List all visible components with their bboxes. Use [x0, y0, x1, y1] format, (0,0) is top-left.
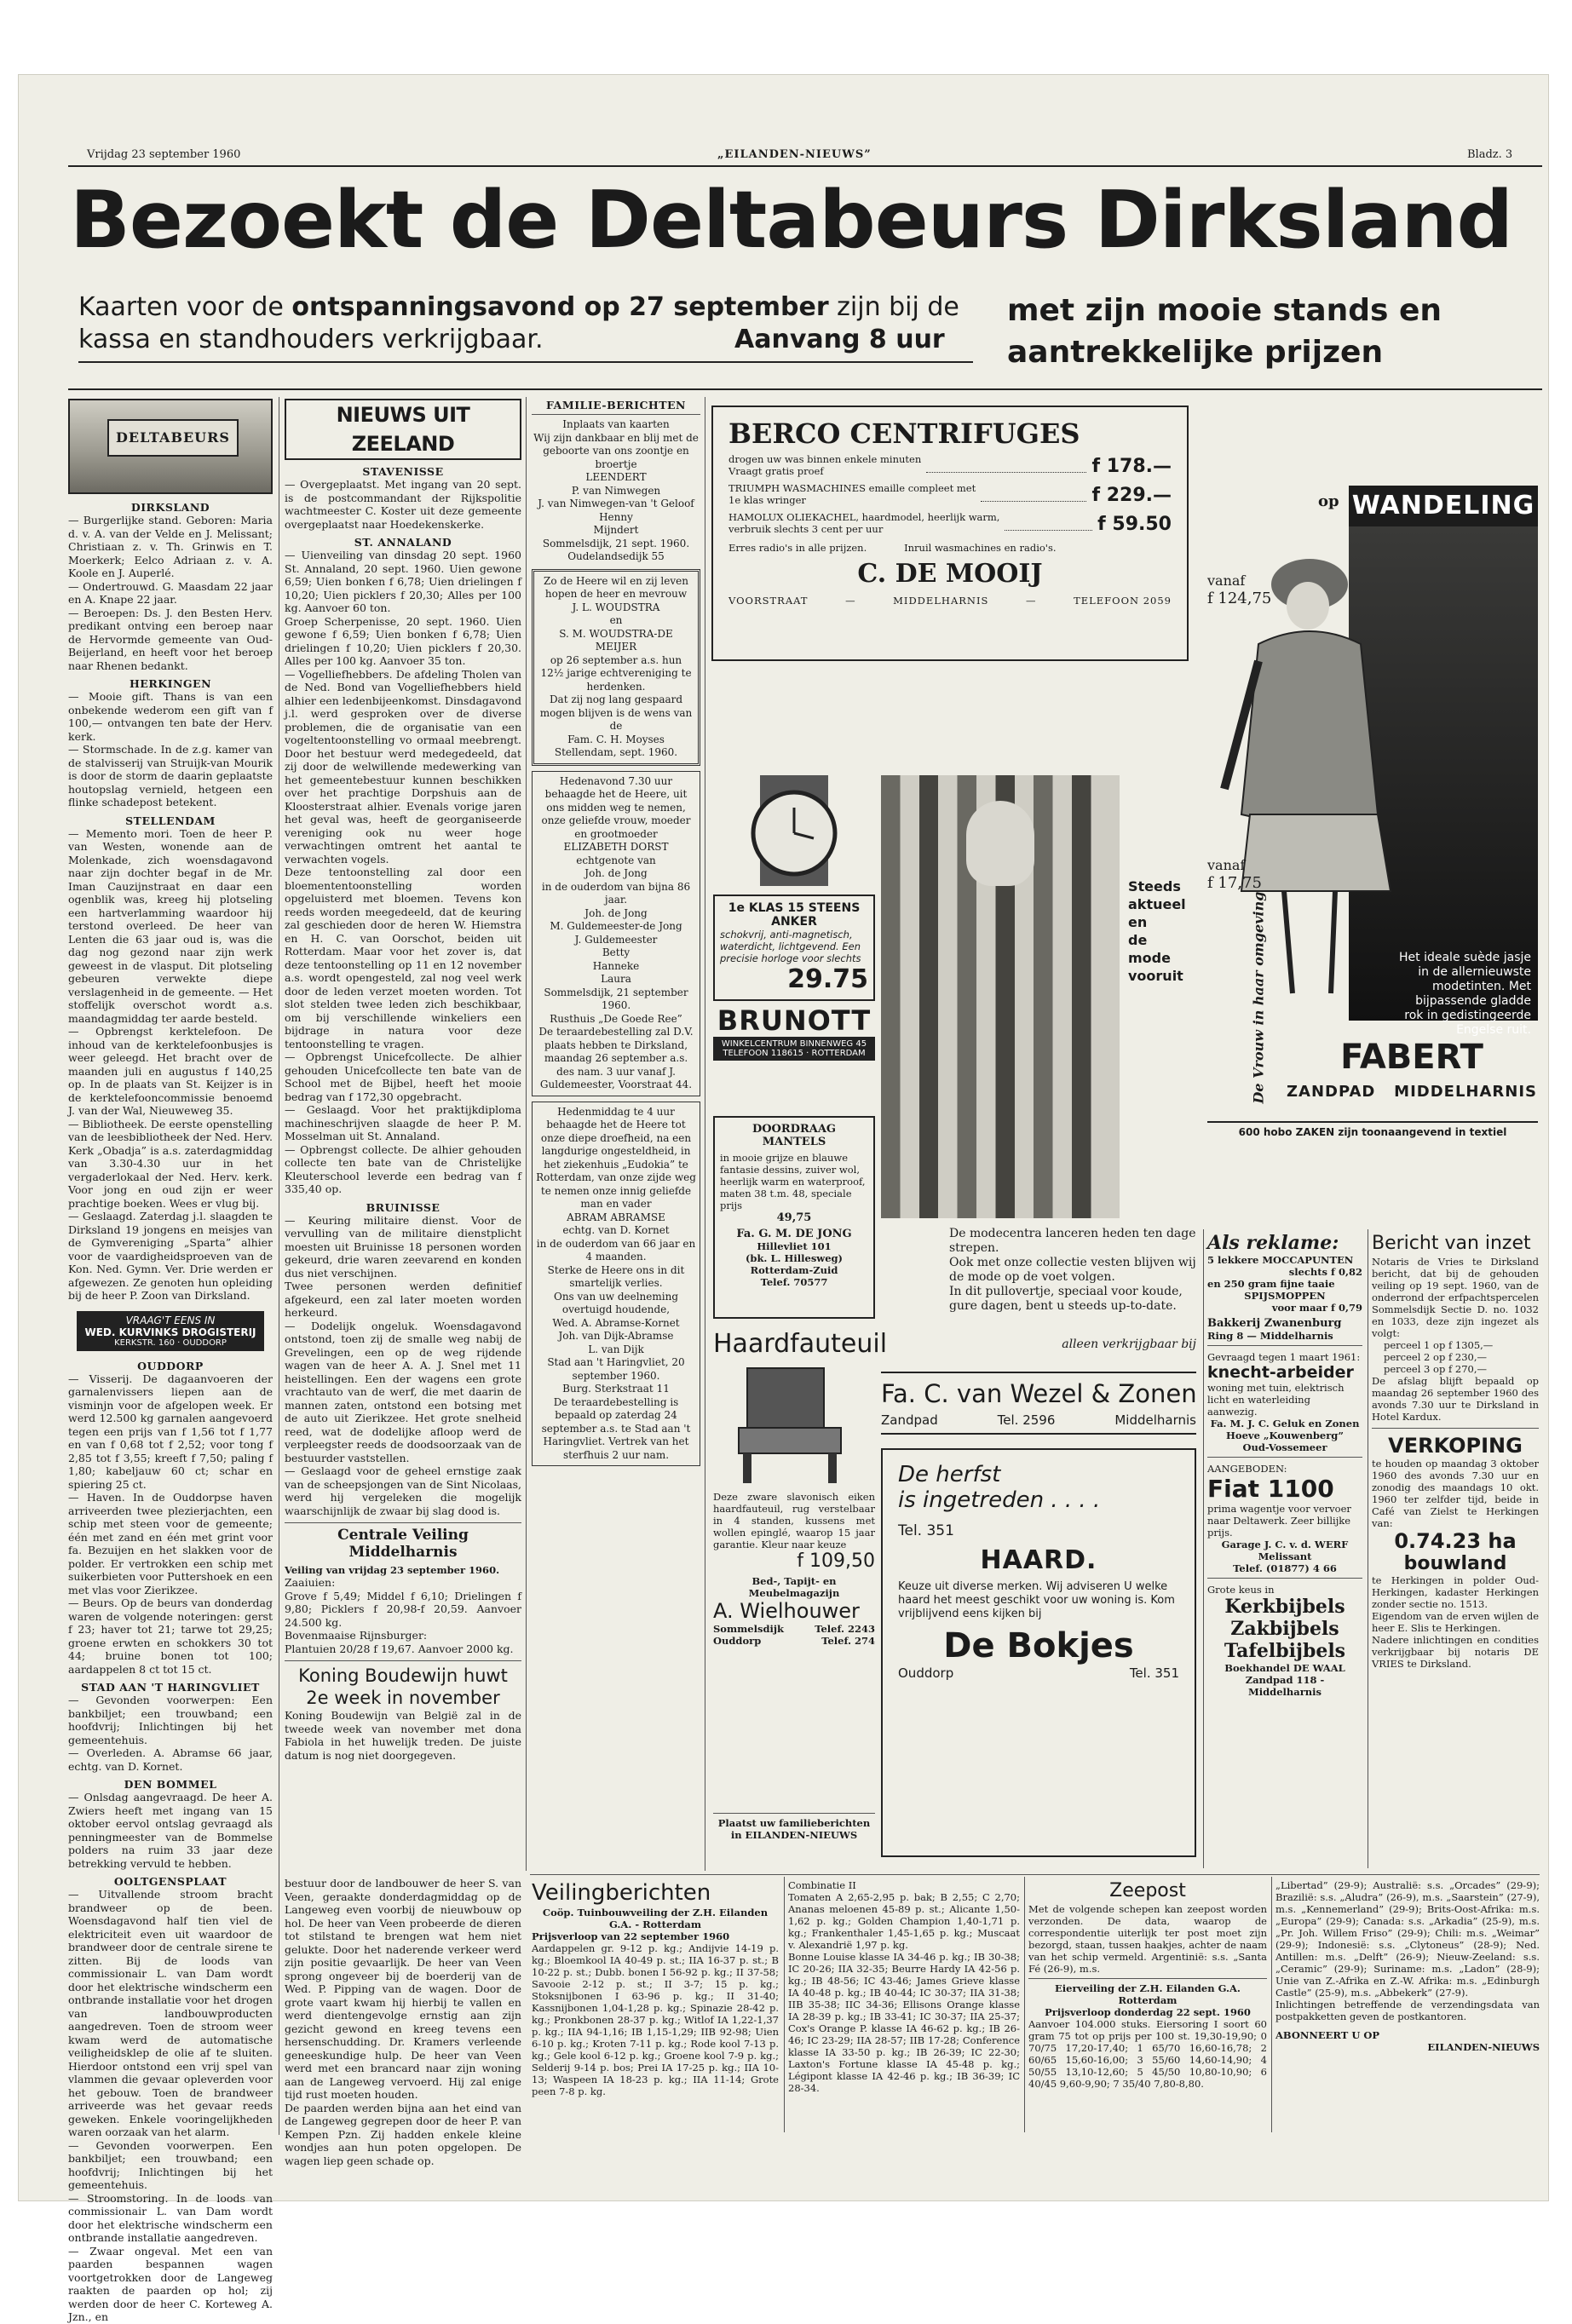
section-heading: HERKINGEN [130, 677, 211, 690]
doordraag-ad [713, 1116, 875, 1319]
kurvink-ad [77, 1311, 264, 1351]
knecht-title: knecht-arbeider [1207, 1363, 1354, 1382]
article-text: bestuur door de landbouwer de heer S. van Veen, geraakte donderdagmiddag op de Langeweg even voorbij de nieuwbouw op hol. De heer van Veen probeerde de dieren tot stilstand te brengen wat hem niet gelukte. Door het naderende verkeer werd zijn positie gevaarlijk. De heer van Veen sprong ongeveer bij de boerderij van de Wed. P. Pipping van de wagen. Door de grote vaart kwam hij hierbij te vallen en werd dientengevolge ernstig aan zijn gezicht gewond en kreeg tevens een hersenschudding. Dr. Kramers verleende geneeskundige hulp. De heer van Veen werd met een brancard naar zijn woning aan de Langeweg vervoerd. Hij zal enige tijd rust moeten houden. De paarden werden bijna aan het eind van de Langeweg gegrepen door de heer P. van Kempen Pzn. Zij hadden enkele kleine wondjes aan hun poten opgelopen. De wagen liep geen schade op. [285, 1877, 521, 2167]
column-rule [526, 397, 527, 1871]
masthead-date: Vrijdag 23 september 1960 [87, 148, 241, 161]
inzet-lot-1: perceel 1 op f 1305,— [1384, 1339, 1494, 1351]
haard-tel-1: Telef. 2243 [815, 1623, 875, 1635]
haard-town-2: Ouddorp [713, 1635, 762, 1647]
slogan-3: en [1128, 914, 1148, 930]
fabert-price-2: f 17,75 [1207, 874, 1262, 892]
masthead-rule [68, 165, 1542, 167]
fabert-ad [1199, 406, 1540, 1223]
article-text: — Uienveiling van dinsdag 20 sept. 1960 St. Annaland, 20 sept. 1960. Uien gewone 6,59; Uien bonken f 6,78; Uien drielingen f 10,20; Uien picklers f 20,30; Alles per 100 kg. Aanvoer 60 ton. Groep Scherpenisse, 20 sept. 1960. Uien gewone f 6,59; Uien bonken f 6,78; Uien drielingen f 10,20; Uien picklers f 20,30. Alles per 100 kg. Aanvoer 35 ton. — Vogelliefhebbers. De afdeling Tholen van de Ned. Bond van Vogelliefhebbers hield alhier een ledenbijeenkomst. Dinsdagavond j.l. werd gesproken over de diverse problemen, die de organisatie van een vogeltentoonstelling vo ormaal meebrengt. Door het bestuur werd medegedeeld, dat zij door de welwillende medewerking van het gemeentebestuur kunnen beschikken over het prachtige Dorpshuis aan de Kloosterstraat alhier. Evenals vorige jaren het geval was, heeft de georganiseerde vereniging ook nu weer hoge verwachtingen omtrent het aantal te verwachten vogels. Deze tentoonstelling zal door een bloemententoonstelling worden opgeluisterd met bloemen. Tevens kon reeds worden meegedeeld, dat de keuring zal geschieden door de heren W. Hiemstra en H. C. van Oorschot, beiden uit Rotterdam. Maar voor het zover is, dat deze tentoonstelling op 11 en 12 november a.s. wordt opengesteld, zal nog veel werk door de leden verzet moeten worden. Tot slot stelden twee leden zich beschikbaar, om bij verschillende winkeliers een bijdrage in natura voor deze tentoonstelling te vragen. — Opbrengst Unicefcollecte. De alhier gehouden Unicefcollecte ten bate van de School met de Bijbel, heeft het mooie bedrag van f 172,30 opgebracht. — Geslaagd. Voor het praktijkdiploma machineschrijven slaagde de heer P. M. Mosselman uit St. Annaland. — Opbrengst collecte. De alhier gehouden collecte ten bate van de Christelijke Kleuterschool leverde een bedrag van f 335,40 op. [285, 549, 521, 1195]
family-title: FAMILIE-BERICHTEN [532, 399, 700, 415]
king-headline-2: 2e week in november [306, 1688, 500, 1708]
section-heading: ST. ANNALAND [354, 536, 452, 549]
masthead-page: Bladz. 3 [1467, 148, 1513, 161]
reklame-line3-price: voor maar f 0,79 [1271, 1302, 1362, 1314]
inzet-body: Notaris de Vries te Dirksland bericht, dat bij de gehouden veiling op 19 sept. 1960, van de onderrond der erfpachtspercelen Sommelsdijk Sectie D. no. 1032 en 1033, deze zijn ingezet als volgt: [1372, 1256, 1539, 1339]
verkoping-kind: bouwland [1403, 1553, 1507, 1574]
berco-shop: C. DE MOOIJ [857, 559, 1043, 589]
doordraag-desc: in mooie grijze en blauwe fantasie dessins, zuiver wol, heerlijk warm en waterproof, maten 38 t.m. 48, speciale prijs [720, 1152, 866, 1211]
family-notice-birth: Inplaats van kaarten Wij zijn dankbaar en blij met de geboorte van ons zoontje en broertje LEENDERT P. van Nimwegen J. van Nimwegen-van 't Geloof Henny Mijndert Sommelsdijk, 21 sept. 1960. Oudelandsedijk 55 [533, 418, 699, 562]
column-local-news [68, 399, 273, 2323]
brunott-line1: 1e KLAS 15 STEENS [728, 901, 861, 915]
deltabeurs-logo [68, 399, 273, 494]
berco-row2-a: TRIUMPH WASMACHINES emaille compleet met [728, 482, 976, 494]
bokjes-headline-2: is ingetreden . . . . [898, 1487, 1101, 1513]
column-rule [1271, 1877, 1272, 2132]
reklame-line1-price: slechts f 0,82 [1288, 1266, 1362, 1278]
eier-prices: Aanvoer 104.000 stuks. Eiersoring I soort 60 gram 75 tot op prijs per 100 st. 19,30-19,90; 0 70/75 17,20-17,40; 1 65/70 16,60-16,78; 2 60/65 15,60-16,00; 3 55/60 14,60-14,90; 4 50/55 13,10-12,60; 5 45/50 10,80-10,90; 6 40/45 9,60-9,90; 7 35/40 7,80-8,80. [1028, 2018, 1267, 2090]
inzet-end: De afslag blijft bepaald op maandag 26 september 1960 des avonds 7.30 uur te Dirksland in Hotel Kardux. [1372, 1375, 1539, 1429]
veiling-title: Veilingberichten [532, 1880, 711, 1906]
family-notice-death-1: Hedenavond 7.30 uur behaagde het de Heere, uit ons midden weg te nemen, onze geliefde vrouw, moeder en grootmoeder ELIZABETH DORST echtgenote van Joh. de Jong in de ouderdom van bijna 86 jaar. Joh. de Jong M. Guldemeester-de Jong J. Guldemeester Betty Hanneke Laura Sommelsdijk, 21 september 1960. Rusthuis „De Goede Ree” De teraardebestelling zal D.V. plaats hebben te Dirksland, maandag 26 september a.s. des nam. 3 uur vanaf J. Guldemeester, Voorstraat 44. [532, 771, 700, 1096]
fiat-tel: Telef. (01877) 4 66 [1207, 1562, 1362, 1579]
section-heading: OOLTGENSPLAAT [113, 1875, 227, 1888]
familie-footer-promo: Plaatst uw familieberichten in EILANDEN-NIEUWS [713, 1813, 875, 1841]
banner-line1-a: Kaarten voor de [78, 292, 292, 322]
veiling-date-line: Prijsverloop van 22 september 1960 [532, 1930, 730, 1942]
eier-title: Eierveiling der Z.H. Eilanden G.A. Rotterdam [1028, 1978, 1267, 2006]
zeepost-body: Met de volgende schepen kan zeepost worden verzonden. De data, waarop de correspondentie uiterlijk ter post moet zijn bezorgd, staan, tussen haakjes, achter de naam van het schip vermeld. Argentinië: s.s. „Santa Fé (26-9), m.s. [1028, 1903, 1267, 1975]
veiling-date: Veiling van vrijdag 23 september 1960. [285, 1564, 500, 1576]
van-wezel-slogan [1128, 877, 1186, 985]
reklame-line2: en 250 gram fijne taaie [1207, 1278, 1335, 1290]
schepen-list [1275, 1879, 1540, 2131]
knecht-intro: Gevraagd tegen 1 maart 1961: [1207, 1351, 1361, 1363]
berco-row3-a: HAMOLUX OLIEKACHEL, haardmodel, heerlijk warm, [728, 511, 1000, 523]
banner-line2: kassa en standhouders verkrijgbaar. [78, 325, 544, 354]
abonneer-2: EILANDEN-NIEUWS [1427, 2041, 1540, 2053]
brunott-ad [713, 775, 875, 1107]
berco-row3-b: verbruik slechts 3 cent per uur [728, 523, 884, 535]
section-heading: DIRKSLAND [130, 501, 210, 514]
brunott-line2: ANKER [771, 915, 817, 929]
slogan-1: Steeds [1128, 878, 1181, 895]
haardfauteuil-ad [713, 1329, 888, 1746]
article-text: — Gevonden voorwerpen. Een bankbiljet; een trouwband; een hoofdvrij; Inlichtingen bij het gemeentehuis. — Stroomstoring. In de loods van commissionair L. van Dam wordt door het elektrische windscherm een ontbrande installatie aangedreven. — Zwaar ongeval. Met een van paarden bespannen wagen voortgetrokken door de Langeweg raakten de paarden op hol; zij werden door de heer C. Korteweg A. Jzn., en [68, 2138, 273, 2323]
article-text: — Memento mori. Toen de heer P. van Westen, wonende aan de Molenkade, zich woensdagavond naar zijn dochter begaf in de Mr. Iman Cauzijnstraat en daar een ogenblik was, kreeg hij plotseling een hartverlamming waardoor hij terstond overleed. De heer van Lenten die 63 jaar oud is, was die dag nog gezond naar zijn werk geweest in de vlasput. Dit plotseling gebeuren verwekte diepe verslagenheid in de gemeente. — Het stoffelijk overschot wordt a.s. maandagmiddag ter aarde besteld. — Opbrengst kerktelefoon. De inhoud van de kerktelefoonbusjes is weer geleegd. Het bracht over de maanden juli en augustus f 140,25 op. In de plaats van St. Keijzer is in de kerktelefooncommissie benoemd J. van der Wal, Nieuweweg 35. — Bibliotheek. De eerste openstelling van de leesbibliotheek der Ned. Herv. Kerk „Obadja” is a.s. zaterdagmiddag van 3.30-4.30 uur in het vergaderlokaal der Ned. Herv. kerk. Voor jong en oud zijn er weer prachtige boeken. Wees er vlug bij. — Geslaagd. Zaterdag j.l. slaagden te Dirksland 19 jongens en meisjes van de Gymvereniging „Sparta” alhier voor de vaardigheidsproeven van de Kon. Ned. Gymn. Ver. Drie werden er afgewezen. Ze genoten hun opleiding bij de heer P. Zoon van Dirksland. [68, 826, 273, 1302]
reklame-address: Ring 8 — Middelharnis [1207, 1330, 1362, 1346]
brunott-brand: BRUNOTT [717, 1004, 872, 1037]
combinatie-heading: Combinatie II [788, 1879, 856, 1891]
berco-addr-street: VOORSTRAAT [728, 595, 809, 607]
section-heading: OUDDORP [137, 1359, 204, 1372]
abonneer-1: ABONNEERT U OP [1275, 2029, 1380, 2041]
berco-ad: BERCO CENTRIFUGES drogen uw was binnen enkele minuten Vraagt gratis proef f 178.— TRIUMPH WASMACHINES emaille compleet met 1e klas wringer f 229.— HAMOLUX OLIEKACHEL, haardmodel, heerlijk warm, verbruik slechts 3 cent per uur f 59.50 Erres radio's in alle prijzen. Inruil wasmachines en radio's. C. DE MOOIJ VOORSTRAAT — MIDDELHARNIS — TELEFOON 2059 [711, 406, 1189, 661]
zeeland-title: NIEUWS UIT ZEELAND [285, 399, 521, 460]
fabert-price-1: f 124,75 [1207, 590, 1272, 607]
veiling-berichten [532, 1879, 779, 2131]
fiat-intro: AANGEBODEN: [1207, 1463, 1287, 1475]
masthead-paper: „EILANDEN-NIEUWS” [717, 148, 872, 161]
fabert-name: FABERT [1340, 1038, 1483, 1077]
bokjes-body: Tel. 351 [898, 1522, 954, 1539]
article-text: — Visserij. De dagaanvoeren der garnalenvissers liepen aan de visminjn voor de afgelopen week. Er werd 12.500 kg garnalen aangevoerd tegen een prijs van f 1,56 tot f 1,77 en van f 0,68 tot f 2,52; voor tong f 2,85 tot f 3,55; kreeft f 7,50; paling f 1,80; kabeljauw 60 ct; schar en spiering 25 ct. — Haven. In de Ouddorpse haven arriveerden twee plezierjachten, een schip met steen voor de gemeente; één met zand en één met grint voor fa. Bezuijen en het slakken voor de polder. Er vertrokken een schip met suikerbieten voor Puttershoek en een met vlas voor Zierikzee. — Beurs. Op de beurs van donderdag waren de volgende noteringen: gerst f 23; haver tot 21; tarwe tot 29,25; groene erwten en schokkers 30 tot 44; bruine bonen tot 100; aardappelen 8 ct tot 15 ct. [68, 1372, 273, 1676]
column-rule [1203, 1229, 1204, 1868]
haard-shop: A. Wielhouwer [713, 1599, 860, 1623]
watch-image [713, 775, 875, 886]
berco-row1-b: Vraagt gratis proef [728, 465, 824, 477]
doordraag-shop: Fa. G. M. DE JONG [736, 1228, 852, 1240]
column-rule [784, 1877, 785, 2132]
haard-price: f 109,50 [797, 1550, 875, 1572]
berco-row2-b: 1e klas wringer [728, 494, 806, 506]
article-text: — Keuring militaire dienst. Voor de vervulling van de militaire dienstplicht moesten uit Bruinisse 18 personen worden gekeurd, drie waren zeevarend en konden dus niet verschijnen. Twee personen werden definitief afgekeurd, een zal later moeten worden herkeurd. — Dodelijk ongeluk. Woensdagavond ontstond, toen zij de smalle weg nabij de Grevelingen, een op de weg rijdende wagen van de heer A. A. J. Snel met 11 heistellingen. Een der wagens een grote vrachtauto van de werf, die met daarin de mannen zaten, ontstond een botsing met de auto uit Zierikzee. Het grote snelheid reed, wat de dodelijke afloop werd de verpleegster reeds de doodsoorzaak van de bestuurder vaststellen. — Geslaagd voor de geheel ernstige zaak van de scheepsjongen van de Sint Nicolaas, werd hij vergeleken die mogelijk waarschijnlijk de zwaar bij slag dood is. [285, 1213, 521, 1517]
fiat-place: Melissant [1258, 1550, 1312, 1562]
slogan-2: aktueel [1128, 896, 1186, 912]
berco-price-3: f 59.50 [1097, 514, 1172, 535]
article-text: — Gevonden voorwerpen: Een bankbiljet; een trouwband; een hoofdvrij; Inlichtingen bij het gemeentehuis. — Overleden. A. Abramse 66 jaar, echtg. van D. Kornet. [68, 1694, 273, 1773]
bokjes-tel: Tel. 351 [1129, 1665, 1179, 1681]
banner-line1-b: ontspanningsavond op 27 september [291, 292, 829, 322]
inzet-title: Bericht van inzet [1372, 1233, 1531, 1254]
family-notice-anniversary: Zo de Heere wil en zij leven hopen de heer en mevrouw J. L. WOUDSTRA en S. M. WOUDSTRA-DE MEIJER op 26 september a.s. hun 12½ jarige echtvereniging te herdenken. Dat zij nog lang gespaard mogen blijven is de wens van de Fam. C. H. Moyses Stellendam, sept. 1960. [532, 569, 700, 766]
fabert-side-slogan: De Vrouw in haar omgeving [1250, 891, 1267, 1104]
schepen-body: „Libertad” (29-9); Australië: s.s. „Orcades” (29-9); Brazilië: s.s. „Aludra” (26-9), m.s. „Saarstein” (27-9), m.s. „Kennemerland” (29-9); Brits-Oost-Afrika: m.s. „Europa” (29-9); Canada: s.s. „Arkadia” (25-9), m.s. „Pr. Joh. Willem Friso” (29-9); Chili: m.s. „Weimar” (29-9); Indonesië: s.s. „Clytoneus” (28-9); Ned. Antillen: m.s. „Delft” (26-9); Nieuw-Zeeland: s.s. „Ceramic” (29-9); Suriname: m.s. „Ladon” (28-9); Unie van Z.-Afrika en Z.-W. Afrika: m.s. „Edinburgh Castle” (25-9), m.s. „Abbekerk” (27-9). Inlichtingen betreffende de verzendingsdata van postpakketten geven de postkantoren. [1275, 1879, 1540, 2022]
reklame-title: Als reklame: [1207, 1232, 1339, 1254]
section-heading: STAD AAN 'T HARINGVLIET [81, 1681, 260, 1694]
kerk-intro: Grote keus in [1207, 1584, 1275, 1596]
bottom-rule [530, 1874, 1540, 1875]
logo-label: DELTABEURS [107, 419, 239, 457]
bokjes-haard: HAARD. [980, 1545, 1097, 1575]
knecht-address: Hoeve „Kouwenberg” Oud-Vossemeer [1207, 1429, 1362, 1458]
eier-date: Prijsverloop donderdag 22 sept. 1960 [1045, 2006, 1251, 2018]
haard-desc: Deze zware slavonisch eiken haardfauteuil, rug verstelbaar in 4 standen, kussens met wollen epinglé, waarop 15 jaar garantie. Kleur naar keuze [713, 1491, 875, 1550]
kerk-line1: Kerkbijbels [1224, 1596, 1345, 1618]
article-text: — Onlsdag aangevraagd. De heer A. Zwiers heeft met ingang van 15 oktober eervol ontslag gevraagd als penningmeester van de Bommelse polders na ruim 33 jaar deze betrekking vervuld te hebben. [68, 1791, 273, 1870]
newspaper-page [19, 75, 1548, 2323]
section-heading: STAVENISSE [362, 465, 444, 478]
article-text: — Uitvallende stroom bracht brandweer op de been. Woensdagavond half tien viel de elektriciteit even uit waardoor de brandweer door de centrale sirene te zitten. Bij de loods van commissionair L. van Dam wordt door het elektrische windscherm een ontbrande installatie voor het drogen van landbouwproducten aangedreven. Toen de stroom weer kwam werd de automatische veiligheidsklep de olie af te sluiten. Hierdoor ontstond een vrij spel van vlammen die gevaar opleverden voor het gebouw. Toen de brandweer arriveerde was het gevaar reeds geweken. Enkele vooringelijkheden waren oorzaak van het alarm. [68, 1888, 273, 2138]
section-heading: BRUINISSE [366, 1200, 441, 1214]
bokjes-town: Ouddorp [898, 1665, 954, 1681]
haard-town-1: Sommelsdijk [713, 1623, 785, 1635]
inzet-lot-2: perceel 2 op f 230,— [1384, 1351, 1487, 1363]
slogan-4: de [1128, 932, 1148, 948]
van-wezel-caption: De modecentra lanceren heden ten dage strepen. Ook met onze collectie vesten blijven wij de mode op de voet volgen. In dit pullovertje, speciaal voor koude, gure dagen, bent u steeds up-to-date. [949, 1227, 1196, 1313]
kurvink-ad-line2: WED. KURVINKS DROGISTERIJ [84, 1326, 256, 1338]
berco-price-1: f 178.— [1091, 456, 1172, 477]
verkoping-body-2: te Herkingen in polder Oud-Herkingen, kadaster Herkingen zonder sectie no. 1513. Eigendom van de erven wijlen de heer E. Slis te Herkingen. Nadere inlichtingen en condities verkrijgbaar bij notaris DE VRIES te Dirksland. [1372, 1574, 1539, 1670]
veiling-combinatie [788, 1879, 1020, 2131]
knecht-desc: woning met tuin, elektrisch licht en waterleiding aanwezig. [1207, 1382, 1345, 1418]
armchair-image [713, 1360, 875, 1487]
berco-radio-line: Erres radio's in alle prijzen. Inruil wasmachines en radio's. [728, 542, 1057, 554]
fiat-title: Fiat 1100 [1207, 1475, 1334, 1503]
fabert-blurb: Het ideale suède jasje in de allernieuwste modetinten. Met bijpassende gladde rok in gedistingeerde Engelse ruit. [1399, 951, 1531, 1037]
van-wezel-address [881, 1412, 1196, 1435]
king-article: Koning Boudewijn van België zal in de tweede week van november met dona Fabiola in het huwelijk treden. De juiste datum is nog niet doorgegeven. [285, 1709, 521, 1762]
section-heading: DEN BOMMEL [124, 1778, 217, 1791]
doordraag-title: DOORDRAAG MANTELS [751, 1123, 837, 1148]
van-wezel-tel: Tel. 2596 [997, 1412, 1056, 1428]
fabert-price-1-from: vanaf [1207, 572, 1246, 589]
doordraag-address: Hillevliet 101 (bk. L. Hillesweg) Rotterdam-Zuid Telef. 70577 [745, 1240, 843, 1288]
kerk-address: Zandpad 118 - Middelharnis [1245, 1674, 1325, 1698]
brunott-desc: schokvrij, anti-magnetisch, waterdicht, lichtgevend. Een precisie horloge voor slechts [720, 929, 861, 964]
reklame-line1: 5 lekkere MOCCAPUNTEN [1207, 1254, 1354, 1266]
van-wezel-only: alleen verkrijgbaar bij [1062, 1337, 1196, 1351]
article-text: — Mooie gift. Thans is van een onbekende wederom een gift van f 100,— ontvangen ten bate der Herv. kerk. — Stormschade. In de z.g. kamer van de stalvisserij van Struijk-van Mourik is door de storm de daarin geplaatste houtopslag vernield, hetgeen een flinke schadepost betekent. [68, 690, 273, 808]
inzet-lot-3: perceel 3 op f 270,— [1384, 1363, 1487, 1375]
berco-price-2: f 229.— [1091, 485, 1172, 506]
kerk-shop: Boekhandel DE WAAL [1224, 1662, 1345, 1674]
haard-title: Haardfauteuil [713, 1329, 888, 1359]
brunott-price: 29.75 [787, 964, 868, 994]
veiling-prices-1: Aardappelen gr. 9-12 p. kg.; Andijvie 14-19 p. kg.; Bloemkool IA 40-49 p. st.; IIA 16-37 p. st.; B 10-22 p. st.; Dubb. bonen I 56-92 p. kg.; II 37-58; Savooie 2-12 p. st.; II 3-7; 15 p. kg.; Stoksnijbonen I 63-96 p. kg.; II 31-40; Kassnijbonen 1,04-1,28 p. kg.; Spinazie 28-42 p. kg.; Pronkbonen 28-37 p. kg.; Witlof IA 1,22-1,37 p. kg.; IIA 94-1,16; IB 1,15-1,29; IIB 92-98; Uien 6-10 p. kg.; Kroten 7-11 p. kg.; Rode kool 7-13 p. kg.; Gele kool 6-12 p. kg.; Groene kool 7-9 p. kg.; Selderij 9-14 p. bos; Prei IA 17-25 p. kg.; IIA 10-13; Waspeen IA 18-23 p. kg.; IIA 11-14; Grote peen 7-8 p. kg. [532, 1942, 779, 2097]
haard-category: Bed-, Tapijt- en Meubelmagazijn [748, 1575, 840, 1599]
family-notice-death-2: Hedenmiddag te 4 uur behaagde het de Heere tot onze diepe droefheid, na een langdurige ongesteldheid, in het ziekenhuis „Eudokia” te Rotterdam, van onze zijde weg te nemen onze innig geliefde man en vader ABRAM ABRAMSE echtg. van D. Kornet in de ouderdom van 66 jaar en 4 maanden. Sterke de Heere ons in dit smartelijk verlies. Ons van uw deelneming overtuigd houdende, Wed. A. Abramse-Kornet Joh. van Dijk-Abramse L. van Dijk Stad aan 't Haringvliet, 20 september 1960. Burg. Sterkstraat 11 De teraardebestelling is bepaald op zaterdag 24 september a.s. te Stad aan 't Haringvliet. Vertrek van het sterfhuis 2 uur nam. [532, 1102, 700, 1467]
zeepost [1028, 1879, 1267, 2131]
banner-underline [78, 361, 973, 363]
fabert-walk-banner: WANDELING [1349, 486, 1538, 526]
veiling-prices: Zaaiuien: Grove f 5,49; Middel f 6,10; Drielingen f 9,80; Picklers f 20,98-f 20,59. Aanvoer 24.500 kg. Bovenmaaise Rijnsburger: Plantuien 20/28 f 19,67. Aanvoer 2000 kg. [285, 1576, 521, 1655]
verkoping-area: 0.74.23 ha [1394, 1529, 1517, 1553]
brunott-address: WINKELCENTRUM BINNENWEG 45 TELEFOON 118615 · ROTTERDAM [713, 1037, 875, 1061]
kurvink-ad-line1: VRAAG'T EENS IN [125, 1314, 216, 1326]
runaway-horses-article [285, 1877, 521, 2167]
verkoping-title: VERKOPING [1388, 1434, 1523, 1458]
article-text: — Overgeplaatst. Met ingang van 20 sept. is de postcommandant der Rijkspolitie wachtmeester C. Koster uit deze gemeente overgeplaatst naar Hoedekenskerke. [285, 478, 521, 531]
fiat-garage: Garage J. C. v. d. WERF [1221, 1539, 1349, 1550]
van-wezel-name: Fa. C. van Wezel & Zonen [881, 1372, 1196, 1409]
van-wezel-town: Middelharnis [1114, 1412, 1196, 1428]
knecht-employer: Fa. M. J. C. Geluk en Zonen [1210, 1418, 1360, 1429]
column-zeeland-news [285, 399, 521, 1864]
banner-start-time: Aanvang 8 uur [734, 325, 945, 354]
berco-row1-a: drogen uw was binnen enkele minuten [728, 453, 922, 465]
fiat-desc: prima wagentje voor vervoer naar Deltawerk. Zeer billijke prijs. [1207, 1503, 1351, 1539]
fabert-address: ZANDPAD MIDDELHARNIS [1286, 1083, 1538, 1101]
van-wezel-ad [881, 775, 1196, 1372]
article-text: — Burgerlijke stand. Geboren: Maria d. v. A. van der Velde en J. Melissant; Christiaan z. v. Th. Grinwis en T. Moerkerk; Eelco Adriaan z. v. A. Koole en J. Auperlé. — Ondertrouwd. G. Maasdam 22 jaar en A. Knape 22 jaar. — Beroepen: Ds. J. den Besten Herv. predikant ontving een beroep naar de Hervormde gemeente van Oud-Beijerland, en heeft voor het beroep naar Rhenen bedankt. [68, 514, 273, 672]
column-family-notices [532, 399, 700, 1872]
column-rule [1024, 1877, 1025, 2132]
slogan-5: mode [1128, 950, 1171, 966]
de-bokjes-ad [881, 1448, 1196, 1857]
veiling-middelharnis-title: Centrale Veiling Middelharnis [337, 1527, 469, 1561]
kerk-line2: Zakbijbels [1230, 1618, 1339, 1640]
berco-title: BERCO CENTRIFUGES [728, 417, 1080, 450]
banner-bottom-rule [68, 388, 1542, 390]
notary-column [1372, 1232, 1539, 1670]
van-wezel-street: Zandpad [881, 1412, 938, 1428]
berco-addr-phone: TELEFOON 2059 [1074, 595, 1172, 607]
verkoping-body-1: te houden op maandag 3 oktober 1960 des avonds 7.30 uur en zonodig des maandags 10 okt. 1960 ter zelfder tijd, beide in Café van Zielst te Herkingen van: [1372, 1458, 1539, 1529]
banner-line1-c: zijn bij de [828, 292, 959, 322]
veiling-subtitle: Coöp. Tuinbouwveiling der Z.H. Eilanden G.A. - Rotterdam [542, 1907, 769, 1930]
section-heading: STELLENDAM [125, 814, 216, 827]
banner-right-1: met zijn mooie stands en [1007, 293, 1442, 328]
banner-line1 [78, 292, 959, 323]
doordraag-price: 49,75 [776, 1211, 812, 1224]
reklame-line3: SPIJSMOPPEN [1244, 1290, 1326, 1302]
bokjes-name: De Bokjes [943, 1626, 1134, 1665]
fabert-footer: 600 hobo ZAKEN zijn toonaangevend in textiel [1207, 1121, 1538, 1138]
reklame-shop: Bakkerij Zwanenburg [1207, 1317, 1342, 1330]
bokjes-headline-1: De herfst [898, 1462, 1001, 1487]
zeepost-title: Zeepost [1109, 1880, 1186, 1901]
haard-tel-2: Telef. 274 [821, 1635, 875, 1647]
kurvink-ad-line3: KERKSTR. 160 · OUDDORP [114, 1337, 227, 1348]
kerk-line3: Tafelbijbels [1224, 1640, 1346, 1662]
king-headline-1: Koning Boudewijn huwt [298, 1665, 508, 1686]
fabert-price-2-from: vanaf [1207, 857, 1246, 873]
banner-headline: Bezoekt de Deltabeurs Dirksland [70, 174, 1513, 266]
fabert-op: op [1318, 492, 1339, 510]
berco-addr-town: MIDDELHARNIS [893, 595, 989, 607]
model-face [966, 801, 1034, 886]
veiling-prices-2: Tomaten A 2,65-2,95 p. bak; B 2,55; C 2,70; Ananas meloenen 45-89 p. st.; Alicante 1,50-1,62 p. kg.; Golden Champion 1,40-1,71 p. kg.; Frankenthaler 1,45-1,65 p. kg.; Muscaat v. Alexandrië 1,97 p. kg. Bonne Louise klasse IA 34-46 p. kg.; IB 30-38; IC 20-26; IIA 32-35; Beurre Hardy IA 42-56 p. kg.; IB 48-56; IC 43-46; James Grieve klasse IA 40-48 p. kg.; IB 40-44; IC 30-37; IIA 31-38; IIB 35-38; IIC 34-36; Ellisons Orange klasse IA 28-39 p. kg.; IB 33-41; IC 30-37; IIA 25-37; Cox's Orange P. klasse IA 46-62 p. kg.; IB 26-46; IC 23-29; IIA 28-57; IIB 17-28; Conference klasse IA 33-50 p. kg.; IB 26-39; IC 22-30; Laxton's Fortune klasse IA 45-48 p. kg.; Légipont klasse IA 42-46 p. kg.; IB 36-39; IC 28-34. [788, 1891, 1020, 2094]
banner-right-2: aantrekkelijke prijzen [1007, 335, 1384, 370]
bokjes-text: Keuze uit diverse merken. Wij adviseren U welke haard het meest geschikt voor uw woning is. Kom vrijblijvend eens kijken bij [898, 1580, 1175, 1620]
small-ads [1207, 1232, 1362, 1698]
slogan-6: vooruit [1128, 968, 1183, 984]
